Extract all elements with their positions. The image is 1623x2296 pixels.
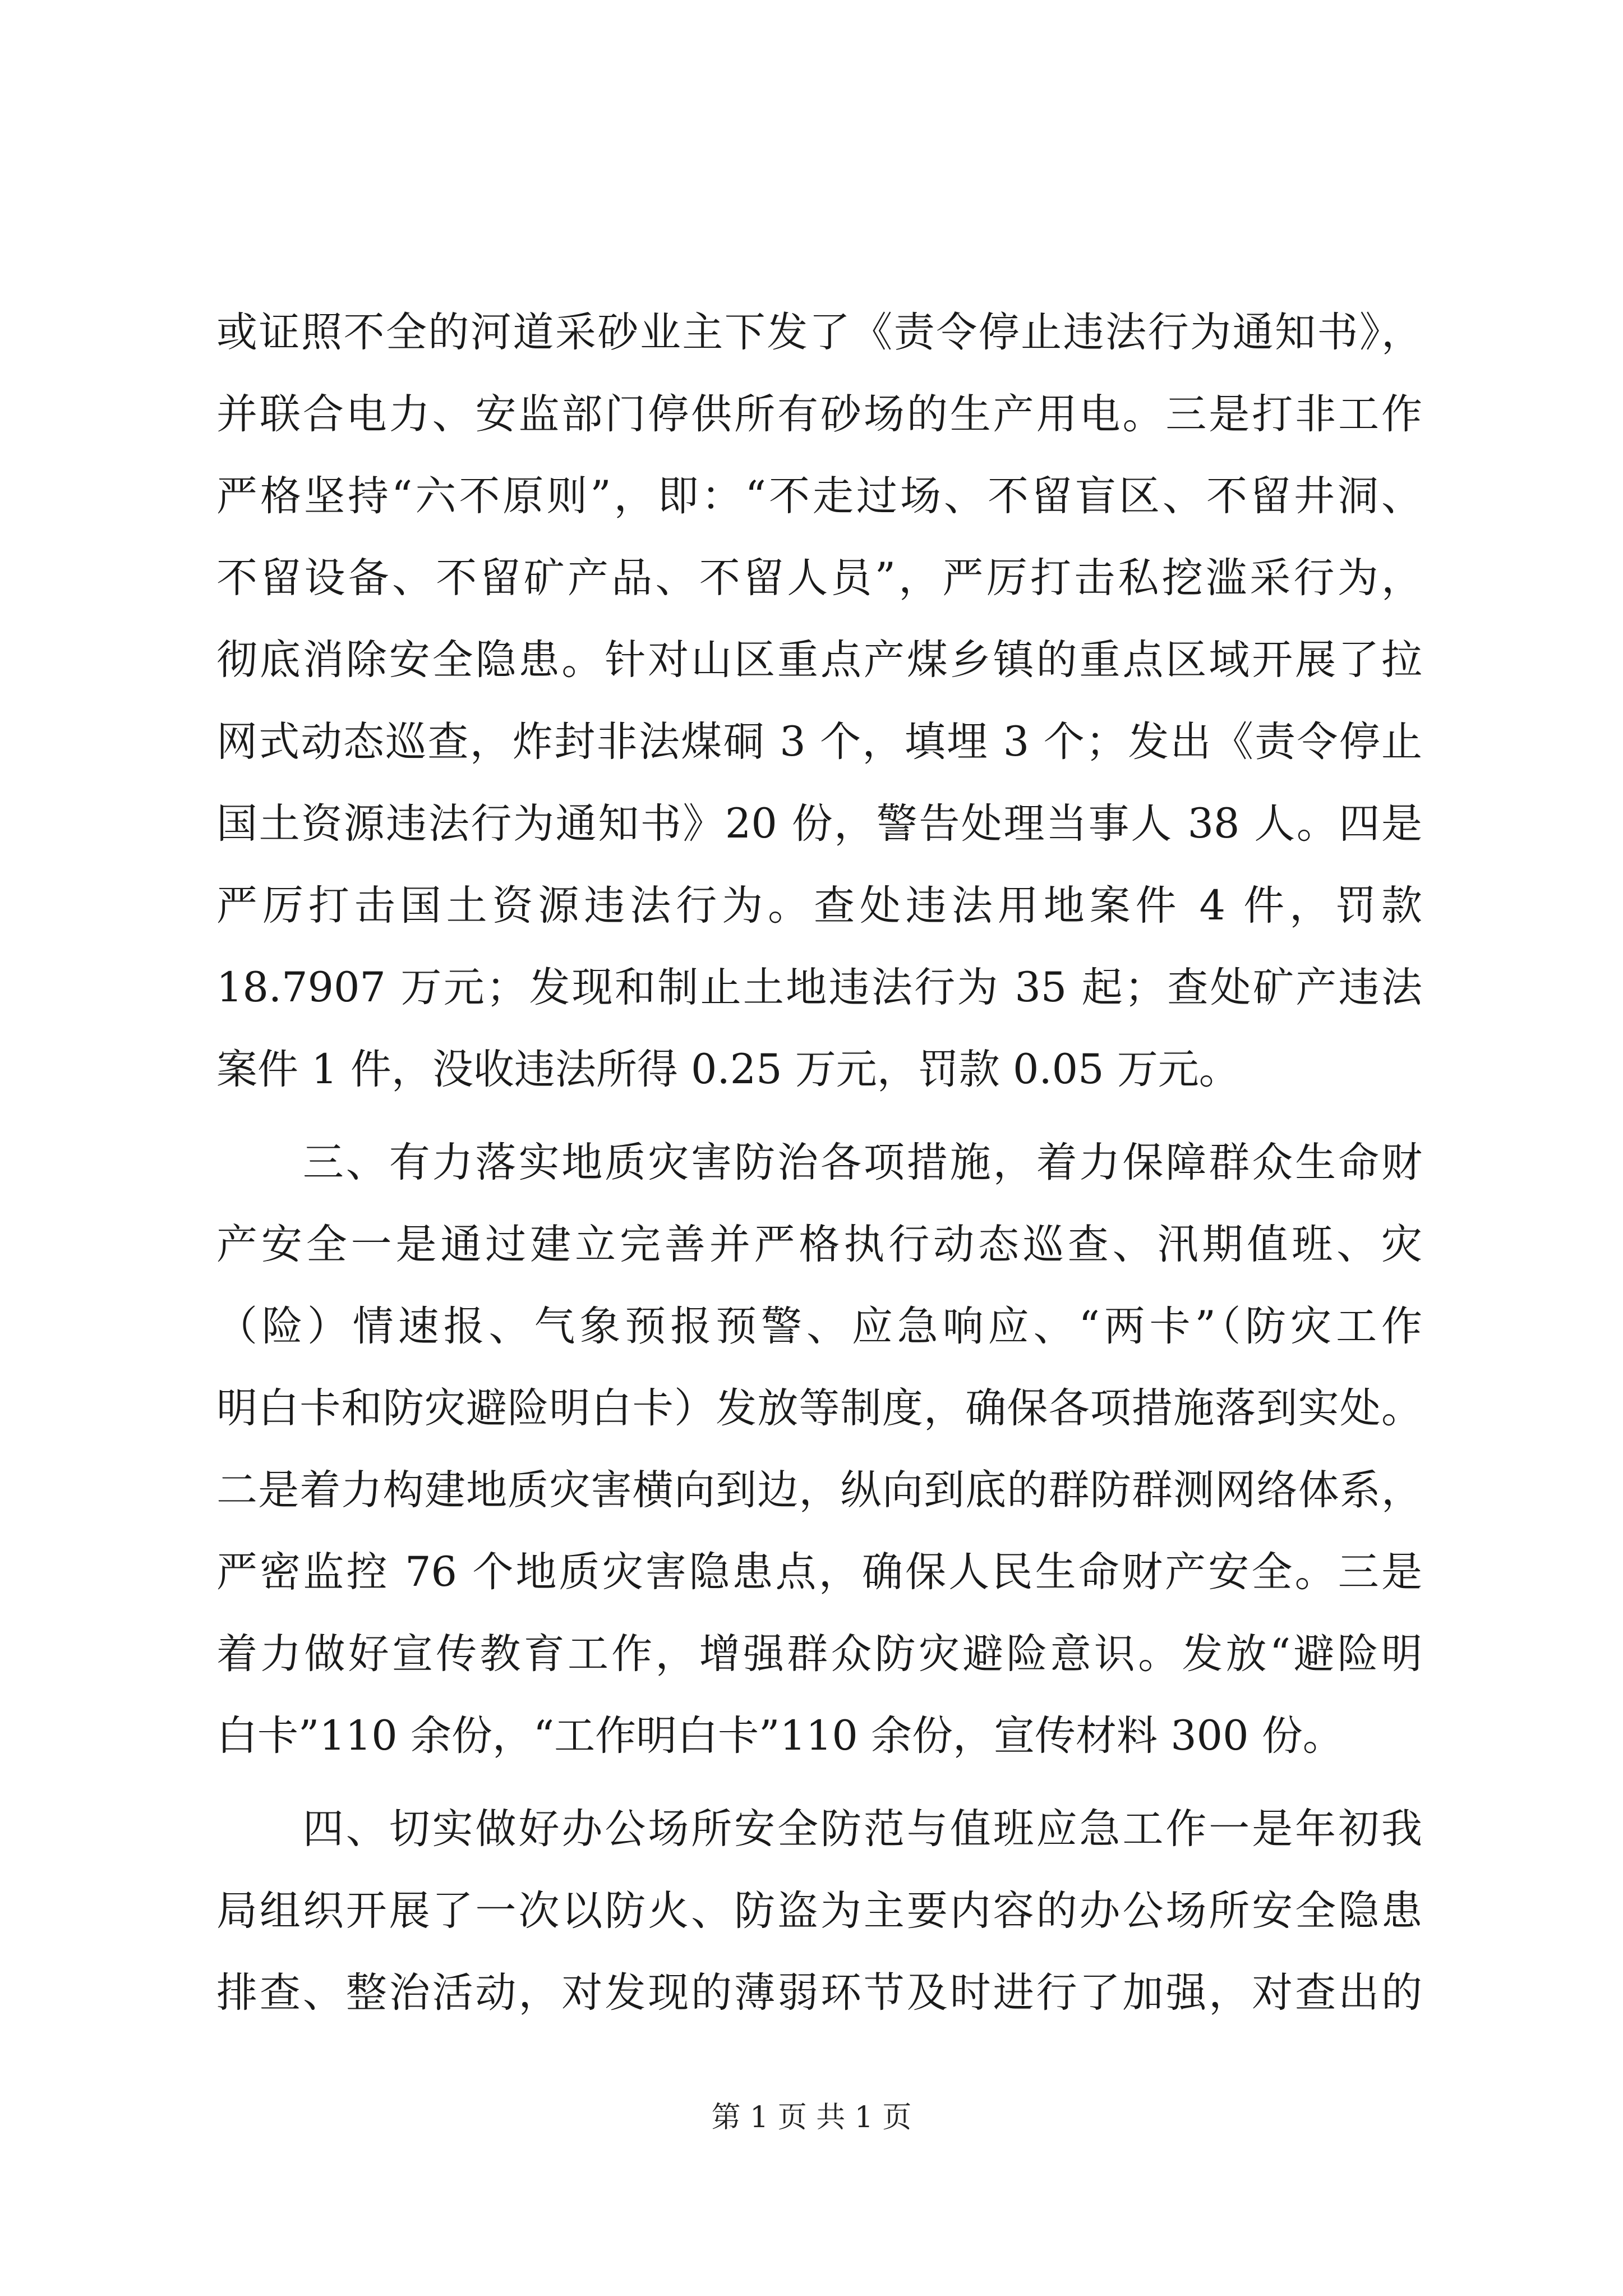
body-text <box>216 292 1422 2034</box>
paragraph-heading-3: 三、有力落实地质灾害防治各项措施，着力保障群众生命财 <box>216 1139 1422 1186</box>
page-footer: 第 1 页 共 1 页 <box>711 2101 912 2134</box>
text-line: 局组织开展了一次以防火、防盗为主要内容的办公场所安全隐患 <box>216 1887 1422 1935</box>
text-line: 严密监控 76 个地质灾害隐患点，确保人民生命财产安全。三是 <box>216 1548 1422 1596</box>
text-line: 白卡”110 余份，“工作明白卡”110 余份，宣传材料 300 份。 <box>216 1712 1344 1760</box>
text-line: 着力做好宣传教育工作，增强群众防灾避险意识。发放“避险明 <box>216 1630 1422 1678</box>
text-line: 明白卡和防灾避险明白卡）发放等制度，确保各项措施落到实处。 <box>216 1384 1422 1432</box>
paragraph-heading-4: 四、切实做好办公场所安全防范与值班应急工作一是年初我 <box>216 1805 1422 1853</box>
text-line: 严厉打击国土资源违法行为。查处违法用地案件 4 件，罚款 <box>216 882 1422 930</box>
text-line: 彻底消除安全隐患。针对山区重点产煤乡镇的重点区域开展了拉 <box>216 636 1422 684</box>
text-line: 不留设备、不留矿产品、不留人员”，严厉打击私挖滥采行为， <box>216 554 1422 602</box>
text-line: 产安全一是通过建立完善并严格执行动态巡查、汛期值班、灾 <box>216 1221 1422 1268</box>
text-line: 案件 1 件，没收违法所得 0.25 万元，罚款 0.05 万元。 <box>216 1046 1240 1093</box>
text-line: 国土资源违法行为通知书》20 份，警告处理当事人 38 人。四是 <box>216 800 1422 848</box>
text-line: 18.7907 万元；发现和制止土地违法行为 35 起；查处矿产违法 <box>216 964 1422 1011</box>
text-line: 或证照不全的河道采砂业主下发了《责令停止违法行为通知书》， <box>216 309 1422 356</box>
text-line: 并联合电力、安监部门停供所有砂场的生产用电。三是打非工作 <box>216 390 1422 438</box>
text-line: 排查、整治活动，对发现的薄弱环节及时进行了加强，对查出的 <box>216 1969 1422 2017</box>
text-line: （险）情速报、气象预报预警、应急响应、“两卡”（防灾工作 <box>216 1303 1422 1350</box>
text-line: 二是着力构建地质灾害横向到边，纵向到底的群防群测网络体系， <box>216 1466 1422 1514</box>
text-line: 网式动态巡查，炸封非法煤硐 3 个，填埋 3 个；发出《责令停止 <box>216 718 1422 766</box>
text-line: 严格坚持“六不原则”，即：“不走过场、不留盲区、不留井洞、 <box>216 472 1422 520</box>
